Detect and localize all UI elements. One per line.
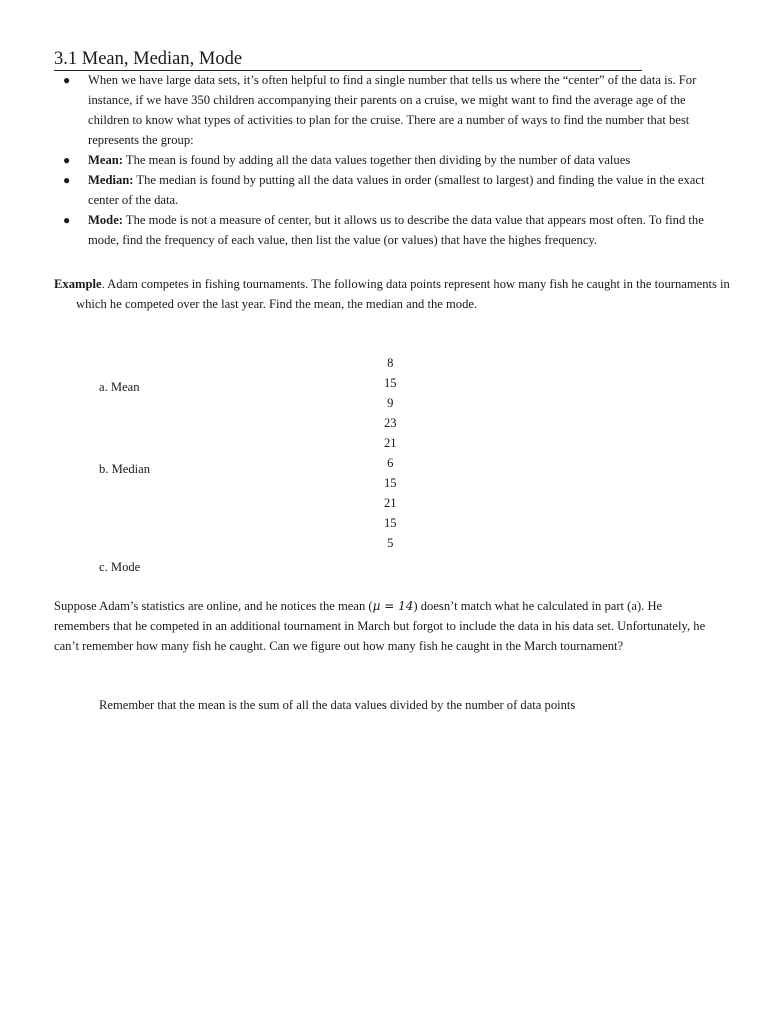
part-b-label: b. Median — [99, 462, 151, 476]
list-item-intro — [54, 70, 714, 150]
list-item-mean — [54, 150, 714, 170]
bullet-icon: ● — [63, 153, 71, 167]
data-value: 21 — [384, 496, 397, 510]
data-values-row — [0, 333, 768, 573]
intro-text: When we have large data sets, it’s often helpful to find a single number that tells us where the “center” of the data is. For instance, if we have 350 children accompanying their parents on a cruise, we might want to find the average age of the children to know what types of activities to plan for the cruise. There are a number of ways to find the number that best represents the group: — [88, 73, 697, 147]
data-value: 23 — [384, 416, 397, 430]
data-value: 9 — [387, 396, 394, 410]
mode-term: Mode: — [88, 213, 123, 227]
data-value: 15 — [384, 516, 397, 530]
median-term: Median: — [88, 173, 134, 187]
mean-expression: μ = 14 — [372, 599, 414, 613]
data-value: 21 — [384, 436, 397, 450]
example-paragraph — [54, 274, 736, 314]
median-definition: The median is found by putting all the data values in order (smallest to largest) and finding the value in the exact center of the data. — [88, 173, 705, 207]
followup-paragraph — [54, 596, 714, 656]
page-title: 3.1 Mean, Median, Mode — [54, 48, 642, 71]
mode-definition: The mode is not a measure of center, but it allows us to describe the data value that appears most often. To find the mode, find the frequency of each value, then list the value (or values) that have the highes frequency. — [88, 213, 704, 247]
bullet-icon: ● — [63, 73, 71, 87]
reminder-text: Remember that the mean is the sum of all the data values divided by the number of data points — [99, 698, 576, 712]
data-value: 15 — [384, 376, 397, 390]
definitions-list — [54, 70, 714, 250]
example-label: Example — [54, 277, 102, 291]
mean-definition: The mean is found by adding all the data values together then dividing by the number of data values — [122, 153, 631, 167]
list-item-mode — [54, 210, 714, 250]
part-c-label: c. Mode — [99, 560, 141, 574]
followup-text-before: Suppose Adam’s statistics are online, and he notices the mean ( — [54, 599, 373, 613]
part-a-label: a. Mean — [99, 380, 140, 394]
data-value: 5 — [387, 536, 394, 550]
followup-text-after: ) doesn’t match what he calculated in part (a). He remembers that he competed in an additional tournament in March but forgot to include the data in his data set. Unfortunately, he can’t remember how many fish he caught. Can we figure out how many fish he caught in the March tournament? — [54, 599, 706, 653]
data-value: 15 — [384, 476, 397, 490]
data-value: 8 — [387, 356, 394, 370]
mean-term: Mean: — [88, 153, 123, 167]
list-item-median — [54, 170, 714, 210]
data-value: 6 — [387, 456, 394, 470]
bullet-icon: ● — [63, 213, 71, 227]
example-text: . Adam competes in fishing tournaments. The following data points represent how many fish he caught in the tournaments in which he competed over the last year. Find the mean, the median and the mode. — [76, 277, 730, 311]
bullet-icon: ● — [63, 173, 71, 187]
